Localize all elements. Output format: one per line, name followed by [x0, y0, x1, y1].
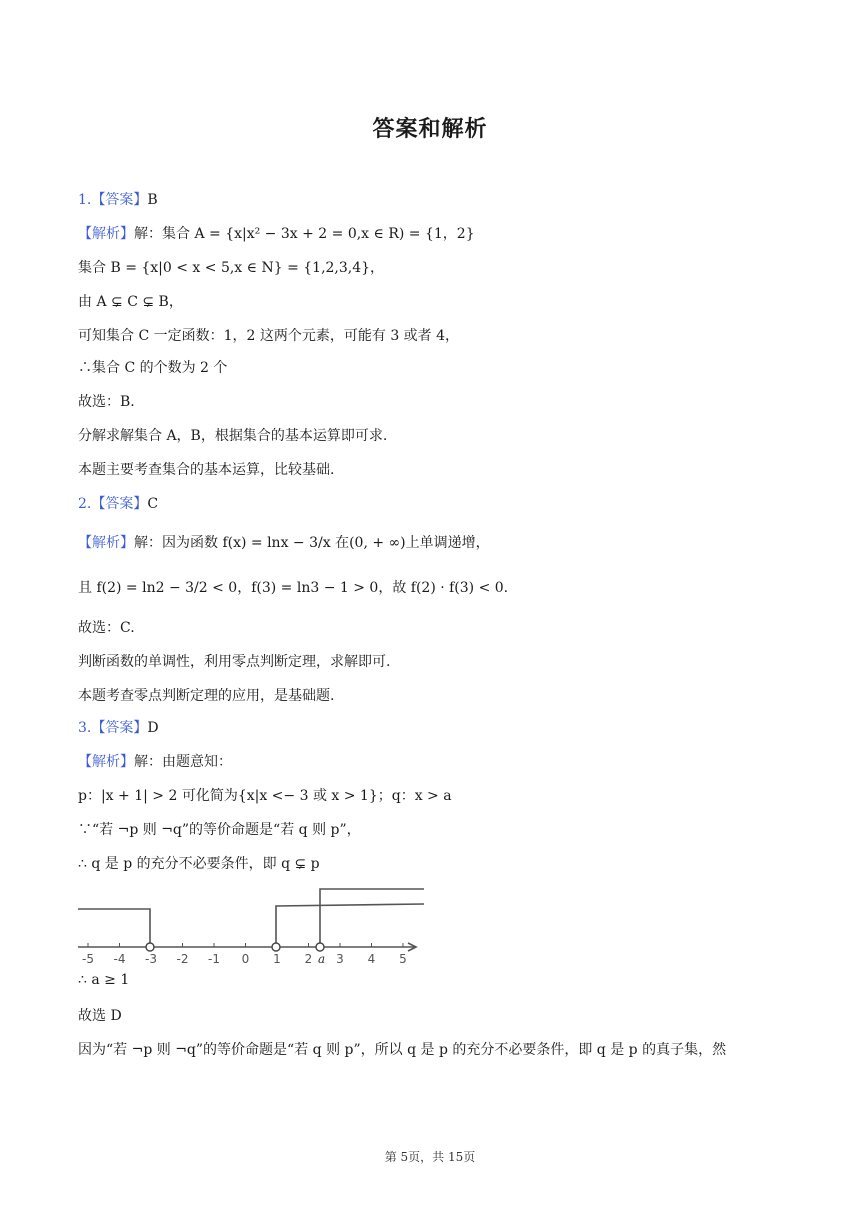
answer-label: 【解析】	[78, 754, 134, 770]
tick-label: 5	[399, 952, 407, 966]
open-point-1	[272, 943, 280, 951]
tick-label: 0	[241, 952, 250, 966]
text-line-q2_l4	[78, 652, 390, 672]
tick-label: -1	[208, 952, 220, 966]
answer-label: 2.【答案】	[78, 496, 148, 512]
text-line-q1_l1	[78, 224, 475, 244]
line-text: 解：由题意知：	[134, 754, 232, 770]
line-text: 解：集合 A = {x|x² − 3x + 2 = 0,x ∈ R) = {1，2}	[134, 226, 475, 242]
set-right-ray	[276, 904, 424, 947]
answer-label: 【解析】	[78, 226, 134, 242]
text-line-q1_l2	[78, 258, 384, 278]
line-text: 本题考查零点判断定理的应用，是基础题.	[78, 688, 335, 704]
line-text: 由 A ⊊ C ⊊ B，	[78, 294, 183, 310]
text-line-q3_l2	[78, 786, 452, 806]
text-line-q2_l1	[78, 533, 490, 553]
tick-label: 3	[336, 952, 344, 966]
text-line-q2_l3	[78, 618, 135, 638]
open-point-neg3	[146, 943, 154, 951]
text-line-q3_head	[78, 718, 159, 738]
number-line-figure	[74, 884, 430, 970]
open-point-a	[316, 943, 324, 951]
answer-label: 1.【答案】	[78, 192, 148, 208]
set-left-ray	[78, 909, 150, 947]
answer-label: 3.【答案】	[78, 720, 148, 736]
text-line-q1_l3	[78, 292, 183, 312]
line-text: p：|x + 1| > 2 可化简为{x|x <− 3 或 x > 1}；q：x > a	[78, 788, 452, 804]
line-text: 分解求解集合 A，B，根据集合的基本运算即可求.	[78, 428, 388, 444]
tick-label: 4	[367, 952, 376, 966]
line-text: B	[147, 192, 158, 208]
text-line-q3_l3	[78, 820, 361, 840]
text-line-q3_l5	[78, 970, 129, 990]
text-line-q1_l5	[78, 358, 227, 378]
text-line-q1_l8	[78, 460, 334, 480]
answer-label: 【解析】	[78, 535, 134, 551]
line-text: ∴ a ≥ 1	[78, 972, 130, 988]
text-line-q3_l6	[78, 1006, 122, 1026]
line-text: D	[147, 720, 159, 736]
line-text: 判断函数的单调性，利用零点判断定理，求解即可.	[78, 654, 391, 670]
a-label: a	[318, 952, 326, 966]
text-line-q3_l7	[78, 1040, 726, 1060]
line-text: ∴ q 是 p 的充分不必要条件，即 q ⊊ p	[78, 856, 320, 872]
text-line-q2_head	[78, 494, 158, 514]
text-line-q2_l2	[78, 578, 508, 598]
tick-label: -5	[82, 952, 94, 966]
text-line-q2_l5	[78, 686, 334, 706]
text-line-q1_l6	[78, 392, 135, 412]
tick-label: -2	[176, 952, 189, 966]
line-text: 集合 B = {x|0 < x < 5,x ∈ N} = {1,2,3,4}，	[78, 260, 385, 276]
line-text: 解：因为函数 f(x) = lnx − 3/x 在(0, + ∞)上单调递增，	[134, 535, 490, 551]
line-text: 故选：C.	[78, 620, 135, 636]
line-text: ∵“若 ¬p 则 ¬q”的等价命题是“若 q 则 p”，	[78, 822, 361, 838]
line-text: 因为“若 ¬p 则 ¬q”的等价命题是“若 q 则 p”，所以 q 是 p 的充分不必要条件，即 q 是 p 的真子集，然	[78, 1042, 727, 1058]
tick-label: -3	[145, 952, 157, 966]
text-line-q3_l4	[78, 854, 320, 874]
page-footer: 第 5页，共 15页	[384, 1150, 476, 1164]
text-line-q1_head	[78, 190, 158, 210]
line-text: 可知集合 C 一定函数：1，2 这两个元素，可能有 3 或者 4，	[78, 328, 460, 344]
line-text: 故选 D	[78, 1008, 122, 1024]
line-text: 故选：B.	[78, 394, 135, 410]
tick-label: 2	[304, 952, 313, 966]
line-text: 本题主要考查集合的基本运算，比较基础.	[78, 462, 335, 478]
set-q-ray	[320, 889, 424, 947]
line-text: ∴集合 C 的个数为 2 个	[78, 360, 228, 376]
page-title: 答案和解析	[372, 117, 488, 142]
line-text: 且 f(2) = ln2 − 3/2 < 0，f(3) = ln3 − 1 > 0，故 f(2) · f(3) < 0.	[78, 580, 509, 596]
text-line-q3_l1	[78, 752, 232, 772]
line-text: C	[147, 496, 159, 512]
text-line-q1_l7	[78, 426, 387, 446]
tick-label: -4	[113, 952, 126, 966]
text-line-q1_l4	[78, 326, 459, 346]
tick-label: 1	[273, 952, 281, 966]
